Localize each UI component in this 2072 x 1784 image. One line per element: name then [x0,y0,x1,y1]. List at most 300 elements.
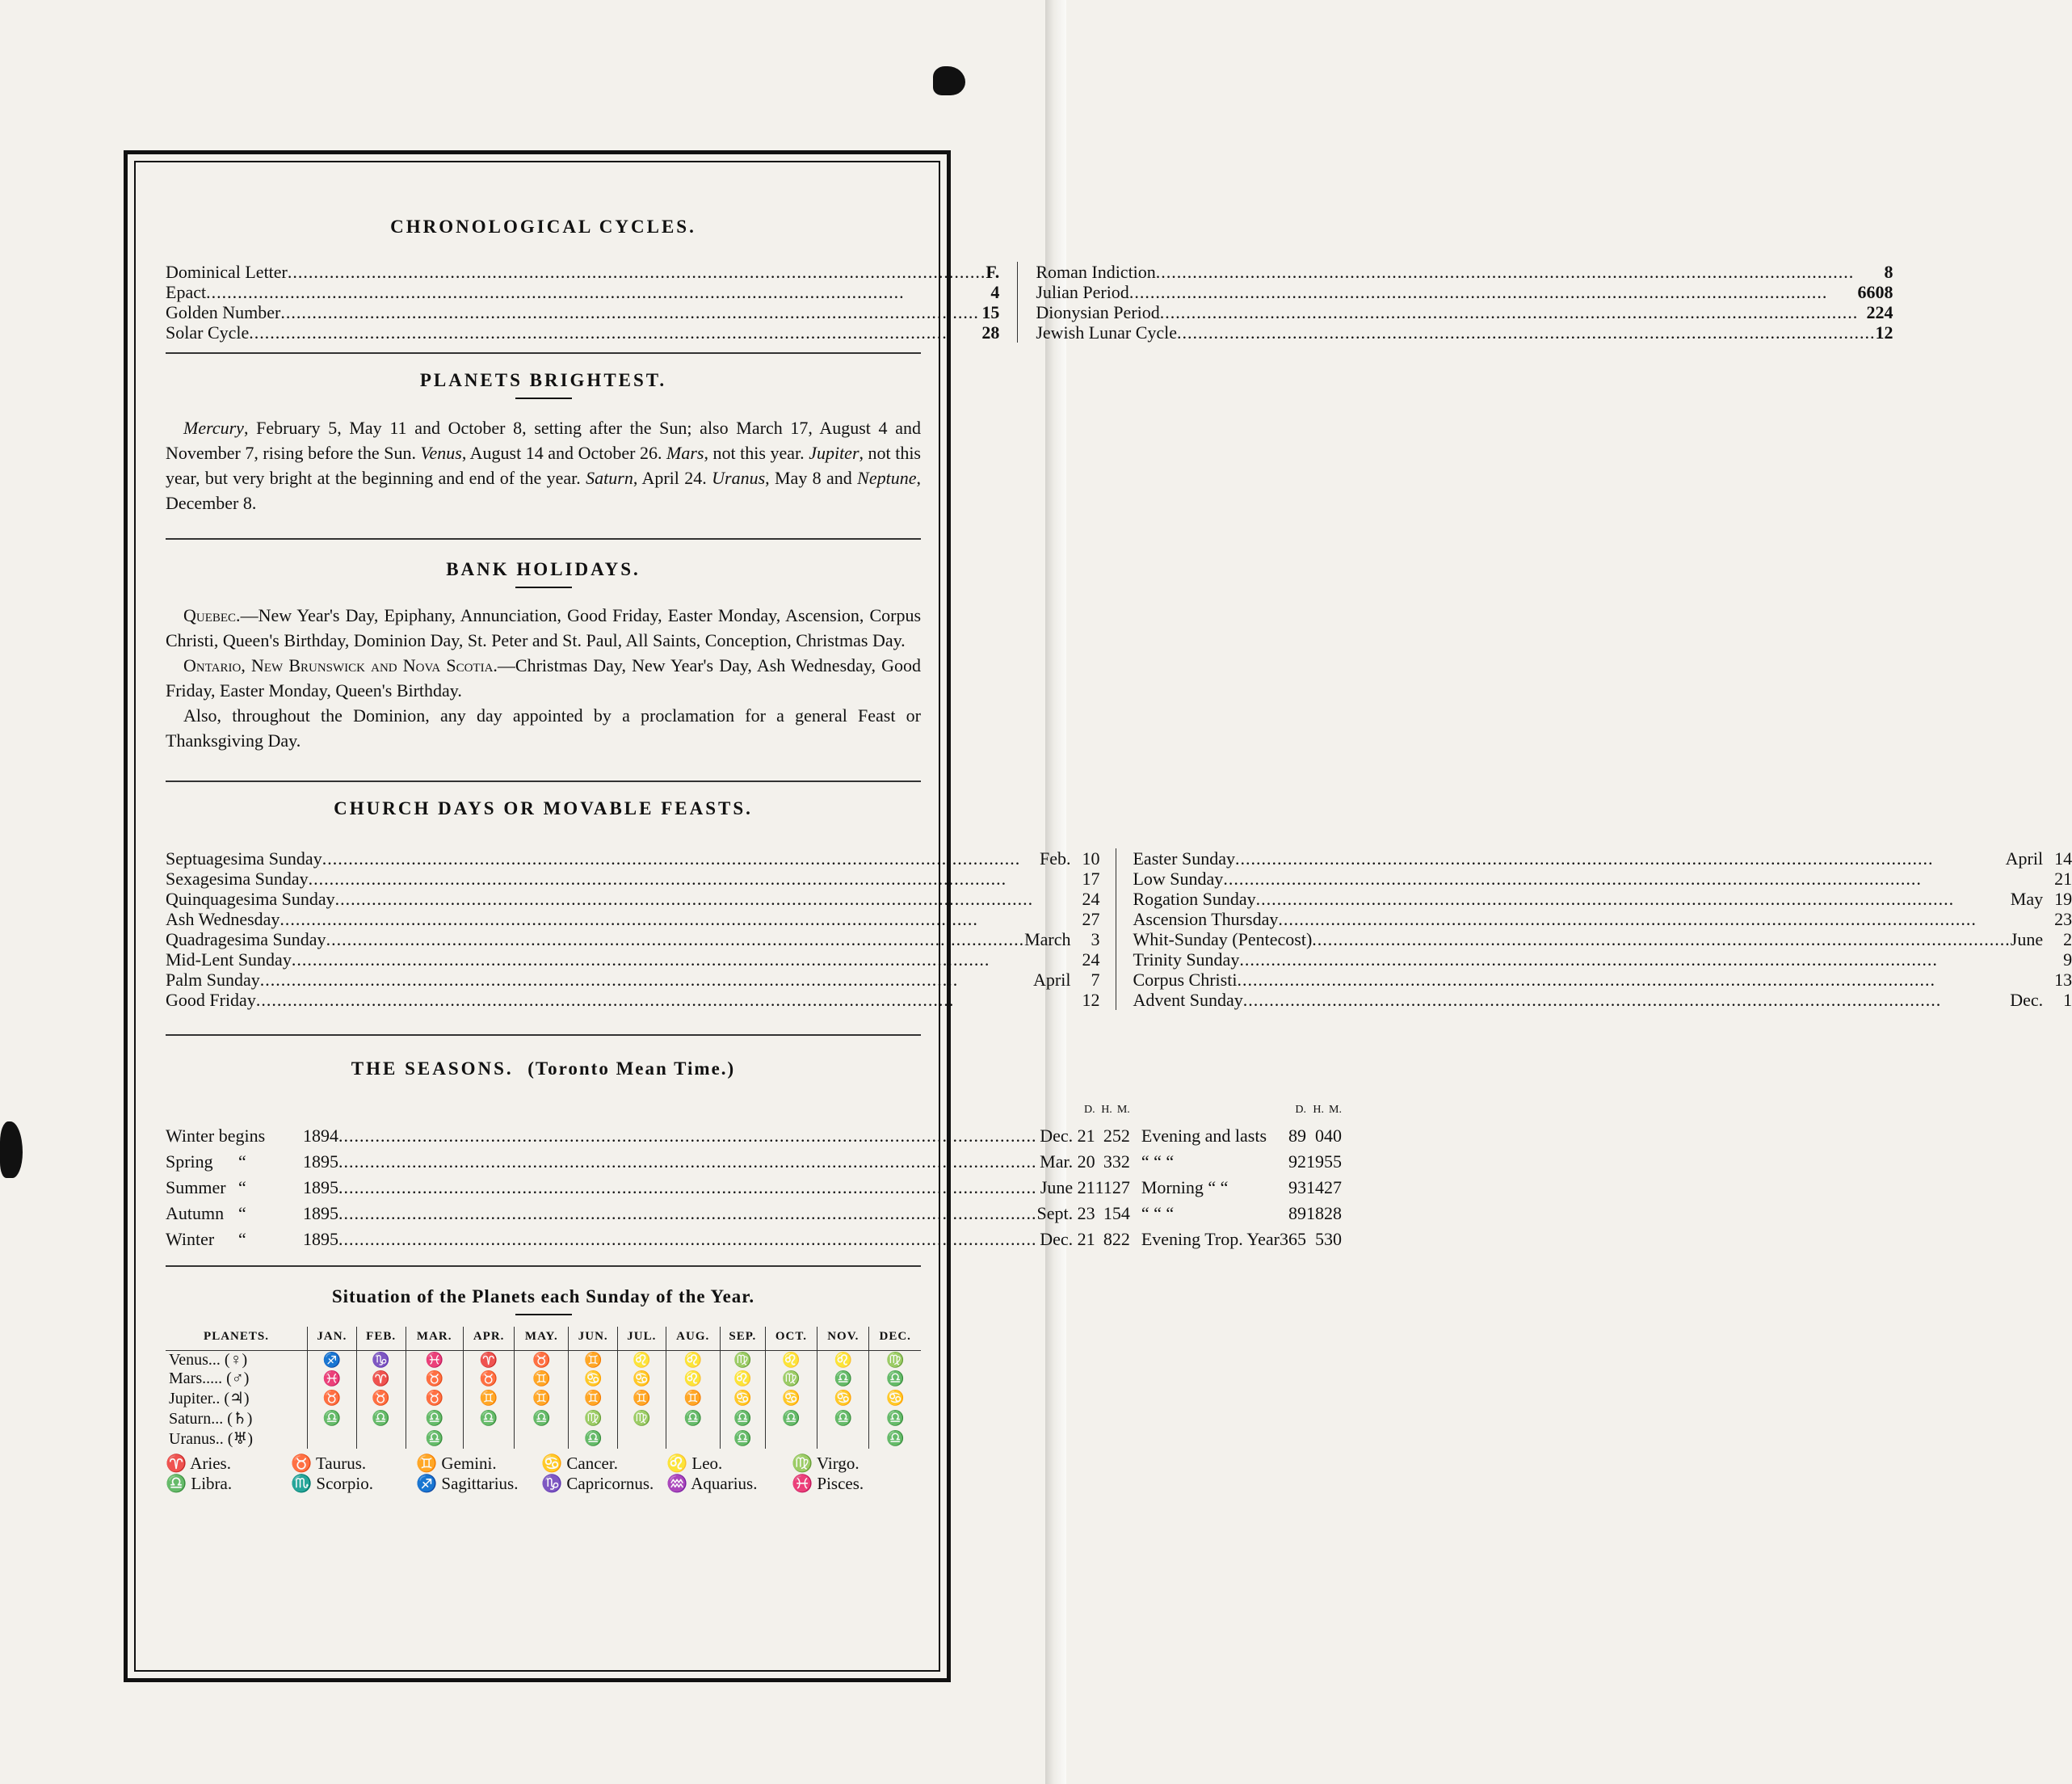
lasts-days: 93 [1288,1177,1306,1197]
text-run: , August 14 and October 26. [461,443,667,463]
month-header: SEP. [720,1327,765,1351]
season-date: Dec. 21 [1040,1126,1095,1146]
feast-row [1133,869,2072,889]
quebec-holidays [166,603,921,653]
feast-month: April [1033,970,1071,990]
cycle-value: 28 [981,322,1000,343]
feast-name: Rogation Sunday [1133,889,1256,909]
feast-name: Quadragesima Sunday [166,929,326,949]
feast-row [1133,889,2072,909]
zodiac-sign-cell: ♊ [569,1388,618,1408]
section-title: CHURCH DAYS OR MOVABLE FEASTS. [334,798,753,818]
feast-row [1133,909,2072,929]
zodiac-sign-cell [308,1428,357,1449]
zodiac-sign-cell [666,1428,720,1449]
zodiac-legend-item: ♏ Scorpio. [291,1474,373,1493]
season-name-cell [166,1201,1037,1226]
title-underline [515,587,572,588]
planets-brightest-text [166,415,921,515]
cycle-row [166,322,999,343]
zodiac-sign-cell: ♋ [569,1370,618,1388]
planet-name: Neptune [857,468,917,488]
feast-row [1133,929,2072,949]
season-name: Winter begins [166,1126,266,1146]
zodiac-sign-cell [765,1428,817,1449]
section-title: BANK HOLIDAYS. [446,559,641,579]
lasts-minutes: 27 [1323,1177,1342,1197]
leader-dots [338,1177,1037,1198]
zodiac-sign-cell: ♎ [406,1428,463,1449]
zodiac-sign-cell: ♎ [869,1370,921,1388]
cycle-row [1036,262,1893,282]
zodiac-sign-cell: ♎ [308,1408,357,1428]
planet-row [166,1428,921,1449]
month-header: FEB. [356,1327,406,1351]
planet-name: Venus... (♀) [169,1351,248,1369]
zodiac-sign-cell: ♍ [765,1370,817,1388]
zodiac-sign-cell [356,1428,406,1449]
cycle-row [166,302,999,322]
province-label: Ontario, New Brunswick and Nova Scotia. [183,655,498,675]
feast-day: 14 [2054,848,2072,869]
zodiac-legend-item: ♊ Gemini. [416,1454,497,1473]
planet-name: Mars [666,443,704,463]
cycle-value: 8 [1884,262,1893,282]
lasts-minutes: 30 [1323,1229,1342,1249]
cycle-value: F. [986,262,1000,282]
lasts-days: 89 [1288,1126,1306,1146]
leader-dots [1312,929,2011,949]
zodiac-sign-cell: ♎ [720,1428,765,1449]
feast-day: 7 [1091,970,1100,990]
zodiac-legend-item: ♐ Sagittarius. [416,1474,519,1493]
zodiac-legend-item: ♉ Taurus. [291,1454,367,1473]
season-row [166,1201,1342,1226]
month-header: JUN. [569,1327,618,1351]
cycle-row [1036,302,1893,322]
season-name: Autumn [166,1203,225,1223]
planet-name: Saturn... (♄) [169,1410,253,1428]
section-title: Situation of the Planets each Sunday of the Year. [331,1286,755,1306]
leader-dots [338,1203,1037,1224]
month-header: OCT. [765,1327,817,1351]
zodiac-sign-cell: ♎ [720,1408,765,1428]
text-run: , December 8. [166,468,921,513]
cycle-label: Julian Period [1036,282,1129,302]
season-name: Spring [166,1151,213,1172]
zodiac-sign-cell: ♋ [618,1370,666,1388]
lasts-hours: 14 [1305,1177,1324,1197]
cycle-label: Epact [166,282,207,302]
season-line [166,1126,1037,1147]
leader-dots [322,848,1040,869]
feast-day: 17 [1082,869,1100,889]
month-header: DEC. [869,1327,921,1351]
seasons-table [166,1097,1342,1252]
lasts-minutes: 28 [1323,1203,1342,1223]
leader-dots [1223,869,2043,889]
season-row [166,1226,1342,1252]
planets-brightest-section [166,370,921,540]
leader-dots [338,1151,1037,1172]
title-underline [515,398,572,399]
church-right-column [1116,848,2072,1010]
zodiac-legend-item: ♈ Aries. [166,1454,231,1473]
leader-dots [338,1229,1037,1250]
col-d: D. [1295,1104,1306,1116]
planet-name: Uranus.. (♅) [169,1430,254,1448]
feast-name: Corpus Christi [1133,970,1238,990]
leader-dots [335,889,1071,909]
lasts-hours: 19 [1305,1151,1324,1172]
zodiac-sign-cell: ♍ [869,1351,921,1370]
planet-name: Saturn [586,468,633,488]
zodiac-sign-cell: ♓ [406,1351,463,1370]
season-year: 1895 [303,1177,338,1197]
zodiac-sign-cell: ♎ [463,1408,514,1428]
zodiac-sign-cell: ♎ [869,1408,921,1428]
leader-dots [1129,282,1858,302]
season-name: Summer [166,1177,226,1197]
season-line [166,1203,1037,1224]
season-name-cell [166,1123,1037,1149]
cycle-label: Dominical Letter [166,262,288,282]
cycle-label: Jewish Lunar Cycle [1036,322,1178,343]
ontario-holidays [166,653,921,703]
feast-name: Ascension Thursday [1133,909,1279,929]
text-run: , not this year, but very bright at the beginning and end of the year. [166,443,921,488]
zodiac-legend-item: ♒ Aquarius. [666,1474,758,1493]
feast-row [1133,949,2072,970]
zodiac-sign-cell [817,1428,869,1449]
lasts-days: 92 [1288,1151,1306,1172]
lasts-hours: 0 [1314,1126,1324,1146]
leader-dots [326,929,1025,949]
season-minute: 27 [1112,1177,1130,1197]
leader-dots [1237,970,2043,990]
feast-day: 21 [2054,869,2072,889]
zodiac-sign-cell [618,1428,666,1449]
leader-dots [1160,302,1867,322]
season-name-cell [166,1226,1037,1252]
zodiac-sign-cell: ♓ [308,1370,357,1388]
season-line [166,1151,1037,1172]
zodiac-sign-cell: ♍ [569,1408,618,1428]
lasts-days: 89 [1288,1203,1306,1223]
leader-dots [1256,889,2011,909]
zodiac-sign-cell: ♌ [666,1351,720,1370]
ditto-mark: “ [238,1203,246,1223]
feast-month: May [2010,889,2044,909]
leader-dots [249,322,981,343]
zodiac-sign-cell: ♎ [817,1370,869,1388]
feast-row [166,889,1099,909]
cycle-value: 4 [990,282,1000,302]
title-underline [515,1314,572,1315]
feast-day: 13 [2054,970,2072,990]
chrono-right-column [1018,262,1893,343]
section-title: CHRONOLOGICAL CYCLES. [390,217,696,237]
zodiac-sign-cell: ♎ [817,1408,869,1428]
planet-situation-section [166,1286,921,1494]
zodiac-legend-item: ♍ Virgo. [792,1454,859,1473]
feast-row [166,970,1099,990]
zodiac-sign-cell: ♊ [666,1388,720,1408]
season-minute: 32 [1112,1151,1130,1172]
zodiac-sign-cell: ♐ [308,1351,357,1370]
season-row [166,1123,1342,1149]
col-m: M. [1329,1104,1342,1116]
zodiac-sign-cell: ♉ [406,1388,463,1408]
feast-month: April [2005,848,2044,869]
leader-dots [1235,848,2006,869]
province-label: Quebec. [183,605,241,625]
season-date: June 21 [1040,1177,1095,1197]
planet-name: Jupiter.. (♃) [169,1390,250,1407]
zodiac-sign-cell: ♎ [569,1428,618,1449]
feast-row [1133,990,2072,1010]
feast-month: June [2010,929,2044,949]
feast-day: 1 [2063,990,2072,1010]
feast-day: 12 [1082,990,1100,1010]
zodiac-sign-cell: ♉ [515,1351,569,1370]
text-run: , not this year. [704,443,809,463]
zodiac-sign-cell: ♍ [720,1351,765,1370]
zodiac-sign-cell [463,1428,514,1449]
leader-dots [1239,949,2043,970]
holiday-list: —New Year's Day, Epiphany, Annunciation, Good Friday, Easter Monday, Ascension, Corpus Christi, Queen's Birthday, Dominion Day, St. Peter and St. Paul, All Saints, Conception, Christmas Day. [166,605,921,650]
section-title [166,1058,921,1079]
cycle-row [1036,282,1893,302]
zodiac-sign-cell: ♉ [463,1370,514,1388]
feast-day: 10 [1082,848,1100,869]
feast-name: Easter Sunday [1133,848,1235,869]
planet-table-header [166,1327,921,1351]
zodiac-sign-cell: ♎ [869,1428,921,1449]
cycle-value: 12 [1875,322,1893,343]
feast-month: March [1024,929,1071,949]
feast-row [166,949,1099,970]
feast-day: 2 [2063,929,2072,949]
ink-blot [0,1121,23,1178]
planet-row [166,1370,921,1388]
text-run: , May 8 and [765,468,858,488]
leader-dots [256,990,1071,1010]
lasts-minutes: 40 [1323,1126,1342,1146]
divider [166,352,921,354]
col-m: M. [1116,1104,1130,1116]
season-hour: 11 [1095,1177,1112,1197]
season-note: Morning “ “ [1141,1177,1229,1197]
zodiac-sign-cell: ♊ [463,1388,514,1408]
zodiac-sign-cell: ♈ [463,1351,514,1370]
month-header: JUL. [618,1327,666,1351]
feast-day: 9 [2063,949,2072,970]
feast-name: Mid-Lent Sunday [166,949,292,970]
feast-row [166,869,1099,889]
feast-row [1133,970,2072,990]
feast-day: 24 [1082,889,1100,909]
feast-row [166,848,1099,869]
month-header: MAR. [406,1327,463,1351]
season-note: Evening and lasts [1141,1126,1267,1146]
zodiac-sign-cell: ♎ [666,1408,720,1428]
leader-dots [1278,909,2043,929]
planet-name: Jupiter [809,443,859,463]
text-run: , April 24. [633,468,712,488]
cycle-label: Solar Cycle [166,322,250,343]
seasons-section [166,1058,1342,1267]
feast-name: Good Friday [166,990,256,1010]
zodiac-sign-cell: ♊ [515,1370,569,1388]
cycle-row [1036,322,1893,343]
zodiac-sign-cell: ♈ [356,1370,406,1388]
season-date: Mar. 20 [1040,1151,1095,1172]
zodiac-sign-cell: ♎ [515,1408,569,1428]
ditto-mark: “ [238,1177,246,1197]
feast-name: Quinquagesima Sunday [166,889,335,909]
feast-month: Dec. [2010,990,2044,1010]
feast-name: Trinity Sunday [1133,949,1240,970]
season-date: Dec. 21 [1040,1229,1095,1249]
cycle-label: Golden Number [166,302,281,322]
season-line [166,1229,1037,1250]
season-minute: 52 [1112,1126,1130,1146]
feast-row [166,929,1099,949]
zodiac-sign-cell: ♌ [666,1370,720,1388]
feast-name: Advent Sunday [1133,990,1243,1010]
zodiac-sign-cell: ♍ [618,1408,666,1428]
feast-row [166,990,1099,1010]
cycle-row [166,262,999,282]
zodiac-sign-cell: ♊ [569,1351,618,1370]
zodiac-sign-cell: ♉ [406,1370,463,1388]
zodiac-sign-cell: ♋ [720,1388,765,1408]
divider [166,538,921,540]
divider [166,780,921,782]
feast-day: 19 [2054,889,2072,909]
month-header: MAY. [515,1327,569,1351]
seasons-subtitle: (Toronto Mean Time.) [527,1058,736,1079]
feast-day: 3 [1091,929,1100,949]
planet-row [166,1388,921,1408]
planet-name: Venus [420,443,462,463]
divider [166,1265,921,1267]
season-name-cell [166,1149,1037,1175]
cycle-value: 15 [981,302,1000,322]
leader-dots [1156,262,1885,282]
leader-dots [338,1126,1037,1147]
feast-name: Septuagesima Sunday [166,848,322,869]
season-date: Sept. 23 [1036,1203,1095,1223]
dominion-note: Also, throughout the Dominion, any day appointed by a proclamation for a general Feast or Thanksgiving Day. [166,705,921,751]
bank-holidays-section [166,559,921,782]
planet-name: Uranus [712,468,766,488]
season-year: 1895 [303,1203,338,1223]
season-year: 1895 [303,1151,338,1172]
zodiac-legend-item: ♎ Libra. [166,1474,233,1493]
season-note: “ “ “ [1141,1151,1175,1172]
season-line [166,1177,1037,1198]
zodiac-sign-cell: ♎ [406,1408,463,1428]
cycle-row [166,282,999,302]
ditto-mark: “ [238,1229,246,1249]
zodiac-sign-cell: ♋ [765,1388,817,1408]
planet-situation-table [166,1327,921,1449]
chrono-left-column [166,262,1018,343]
planet-name: Mars..... (♂) [169,1370,250,1387]
month-header: JAN. [308,1327,357,1351]
holiday-list: —Christmas Day, New Year's Day, Ash Wednesday, Good Friday, Easter Monday, Queen's Birthday. [166,655,921,701]
zodiac-sign-cell: ♌ [765,1351,817,1370]
zodiac-legend-item: ♌ Leo. [666,1454,723,1473]
zodiac-sign-cell: ♎ [356,1408,406,1428]
leader-dots [206,282,990,302]
zodiac-legend-item: ♋ Cancer. [541,1454,618,1473]
season-note: “ “ “ [1141,1203,1175,1223]
zodiac-sign-cell: ♊ [618,1388,666,1408]
feast-name: Ash Wednesday [166,909,280,929]
zodiac-sign-cell: ♋ [817,1388,869,1408]
season-year: 1894 [303,1126,338,1146]
zodiac-legend-item: ♓ Pisces. [792,1474,864,1493]
ink-blot [933,66,965,95]
season-row [166,1175,1342,1201]
church-days-section [166,798,2072,1036]
zodiac-legend [166,1454,921,1494]
season-name: Winter [166,1229,215,1249]
zodiac-sign-cell [515,1428,569,1449]
season-hour: 2 [1103,1126,1112,1146]
leader-dots [292,949,1071,970]
season-minute: 22 [1112,1229,1130,1249]
cycle-label: Roman Indiction [1036,262,1156,282]
zodiac-sign-cell: ♊ [515,1388,569,1408]
season-hour: 8 [1103,1229,1112,1249]
planet-row [166,1351,921,1370]
season-year: 1895 [303,1229,338,1249]
lasts-hours: 18 [1305,1203,1324,1223]
season-row [166,1149,1342,1175]
season-name-cell [166,1175,1037,1201]
zodiac-legend-item: ♑ Capricornus. [541,1474,654,1493]
month-header: AUG. [666,1327,720,1351]
season-hour: 1 [1103,1203,1112,1223]
zodiac-sign-cell: ♉ [308,1388,357,1408]
lasts-days: 365 [1279,1229,1306,1249]
cycle-value: 224 [1866,302,1893,322]
leader-dots [260,970,1033,990]
feast-name: Sexagesima Sunday [166,869,309,889]
month-header: NOV. [817,1327,869,1351]
month-header: APR. [463,1327,514,1351]
cycle-value: 6608 [1857,282,1893,302]
divider [166,1034,921,1036]
planets-header: PLANETS. [166,1327,308,1351]
zodiac-sign-cell: ♎ [765,1408,817,1428]
col-d: D. [1084,1104,1095,1116]
section-title: PLANETS BRIGHTEST. [419,370,667,390]
feast-row [166,909,1099,929]
lasts-minutes: 55 [1323,1151,1342,1172]
feast-day: 27 [1082,909,1100,929]
leader-dots [1243,990,2010,1010]
zodiac-sign-cell: ♋ [869,1388,921,1408]
leader-dots [1177,322,1876,343]
col-h: H. [1313,1104,1324,1116]
season-hour: 3 [1103,1151,1112,1172]
zodiac-sign-cell: ♌ [720,1370,765,1388]
